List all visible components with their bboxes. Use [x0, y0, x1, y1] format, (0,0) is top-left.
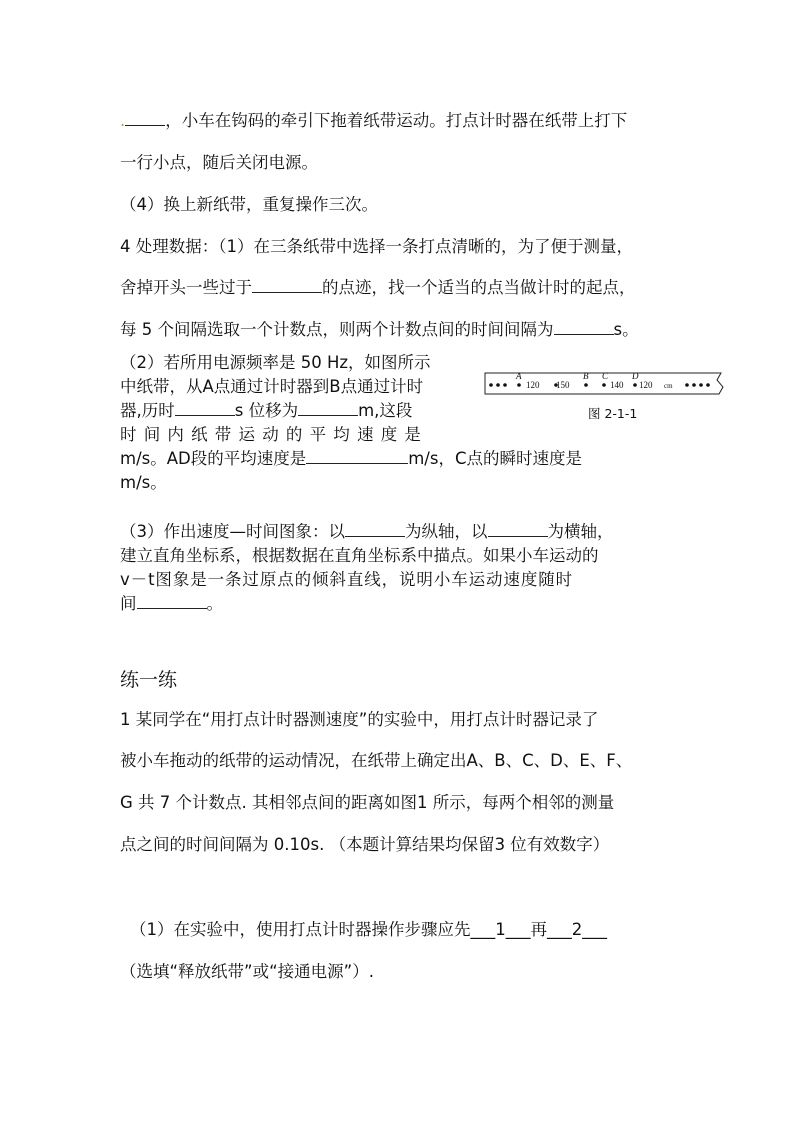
answer-blank[interactable] [298, 398, 358, 416]
text: 4 处理数据：（1）在三条纸带中选择一条打点清晰的，为了便于测量， [120, 237, 633, 256]
answer-blank[interactable] [252, 275, 322, 293]
paragraph-line [120, 518, 614, 542]
answer-blank[interactable] [488, 519, 548, 537]
text: 被小车拖动的纸带的运动情况，在纸带上确定出A、B、C、D、E、F、 [120, 751, 633, 770]
distance-bc: 150 [556, 380, 570, 390]
text: v－t图象是一条过原点的倾斜直线，说明小车运动速度随时 [120, 570, 574, 589]
paragraph-line [120, 445, 582, 469]
answer-blank[interactable] [125, 108, 165, 126]
text: m/s。 [120, 473, 167, 492]
paragraph-line [120, 233, 633, 257]
paragraph-line [120, 789, 614, 813]
text: s 位移为 [234, 401, 299, 420]
paragraph-line [120, 590, 223, 614]
answer-blank[interactable] [554, 317, 614, 335]
paragraph-line [120, 149, 318, 173]
text: 时间内纸带运动的平均速度是 [120, 425, 429, 444]
paragraph-line [120, 373, 423, 397]
paragraph-line [120, 349, 431, 373]
text: （4）换上新纸带，重复操作三次。 [120, 195, 378, 214]
text: （1）在实验中，使用打点计时器操作步骤应先___1___再___2___ [130, 920, 607, 939]
text: ，小车在钩码的牵引下拖着纸带运动。打点计时器在纸带上打下 [165, 111, 628, 130]
text: 每 5 个间隔选取一个计数点，则两个计数点间的时间间隔为 [120, 320, 554, 339]
unit-label: cm [664, 382, 673, 390]
text: 建立直角坐标系，根据数据在直角坐标系中描点。如果小车运动的 [120, 546, 599, 565]
text: （选填“释放纸带”或“接通电源”）. [120, 962, 374, 981]
answer-blank[interactable] [175, 398, 235, 416]
lead-mark: . [120, 111, 126, 130]
text: 。 [206, 594, 223, 613]
paragraph-line [130, 916, 607, 940]
text: m/s。AD段的平均速度是 [120, 449, 307, 468]
text: s。 [613, 320, 639, 339]
point-label-d: D [632, 371, 639, 381]
text: 舍掉开头一些过于 [120, 278, 252, 297]
section-heading: 练一练 [120, 669, 178, 691]
text: 器,历时 [120, 401, 175, 420]
text: 中纸带，从A点通过计时器到B点通过计时 [120, 377, 424, 396]
paragraph-line [120, 747, 632, 771]
paragraph-line [120, 316, 639, 340]
distance-cd: 140 [610, 380, 624, 390]
point-label-b: B [583, 371, 589, 381]
paragraph-line [120, 542, 599, 566]
tape-dots [489, 383, 710, 387]
paragraph-line [120, 706, 598, 730]
paragraph-line [120, 831, 609, 855]
text: 一行小点，随后关闭电源。 [120, 153, 318, 172]
text: 间 [120, 594, 137, 613]
paragraph-line [120, 421, 460, 445]
paragraph-line [120, 107, 627, 131]
paragraph-line [120, 397, 412, 421]
text: 为横轴， [547, 522, 614, 541]
figure-caption: 图 2-1-1 [588, 406, 638, 421]
text: G 共 7 个计数点. 其相邻点间的距离如图1 所示，每两个相邻的测量 [120, 793, 615, 812]
text: m/s，C点的瞬时速度是 [408, 449, 582, 468]
paragraph-line [120, 191, 378, 215]
paragraph-line [120, 958, 374, 982]
text: m,这段 [358, 401, 413, 420]
paragraph-line [120, 274, 636, 298]
distance-de: 120 [639, 380, 653, 390]
answer-blank[interactable] [306, 446, 408, 464]
text: 为纵轴，以 [405, 522, 488, 541]
distance-ab: 120 [526, 380, 540, 390]
point-label-a: A [516, 371, 522, 381]
text: 的点迹，找一个适当的点当做计时的起点， [322, 278, 636, 297]
answer-blank[interactable] [345, 519, 405, 537]
paragraph-line [120, 469, 167, 493]
point-label-c: C [602, 371, 609, 381]
answer-blank[interactable] [137, 591, 207, 609]
text: （2）若所用电源频率是 50 Hz，如图所示 [120, 353, 431, 372]
text: （3）作出速度—时间图象：以 [120, 522, 345, 541]
paragraph-line [120, 566, 573, 590]
text: 点之间的时间间隔为 0.10s. （本题计算结果均保留3 位有效数字） [120, 835, 610, 854]
text: 1 某同学在“用打点计时器测速度”的实验中，用打点计时器记录了 [120, 710, 599, 729]
